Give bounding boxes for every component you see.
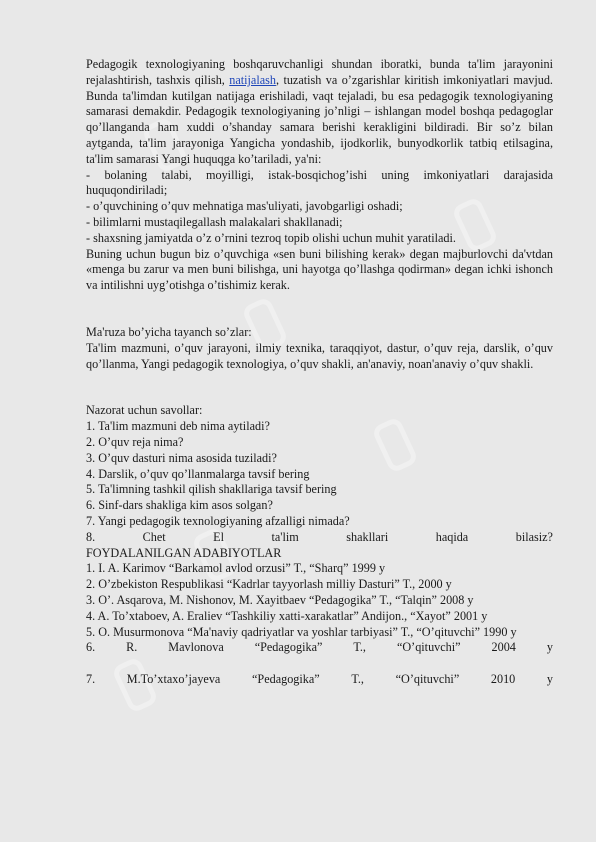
references-heading: FOYDALANILGAN ADABIYOTLAR <box>86 545 282 560</box>
question-item: 3. O’quv dasturi nima asosida tuziladi? <box>86 450 277 465</box>
keywords-heading: Ma'ruza bo’yicha tayanch so’zlar: <box>86 324 252 339</box>
bullet-item: - o’quvchining o’quv mehnatiga mas'uliyati, javobgarligi oshadi; <box>86 199 403 214</box>
question-item: 6. Sinf-dars shakliga kim asos solgan? <box>86 498 273 513</box>
question-item: 2. O’quv reja nima? <box>86 434 184 449</box>
document-body <box>86 57 553 688</box>
reference-item: 5. O. Musurmonova “Ma'naviy qadriyatlar va yoshlar tarbiyasi” T., “O’qituvchi” 1990 y <box>86 624 517 639</box>
question-item: 1. Ta'lim mazmuni deb nima aytiladi? <box>86 419 270 434</box>
question-item: 7. Yangi pedagogik texnologiyaning afzalligi nimada? <box>86 513 350 528</box>
intro-paragraph: Pedagogik texnologiyaning boshqaruvchanligi shundan iboratki, bunda ta'lim jarayonini rejalashtirish, tashxis qilish, natijalash, tuzatish va o’zgarishlar kiritish imkoniyatlari mavjud. Bunda ta'limdan kutilgan natijaga erishiladi, vaqt tejaladi, bu esa pedagogik texnologiyaning samarasi demakdir. Pedagogik texnologiyaning jo’nligi – ishlangan model boshqa pedagoglar qo’llanganda ham xuddi o’shanday samara berishi kerakligini bildiradi. Bir so’z bilan aytganda, ta'lim jarayoniga Yangicha yondashib, ijodkorlik, bunyodkorlik tatbiq etilsagina, ta'lim samarasi Yangi huquqga ko’tariladi, ya'ni: <box>86 57 553 166</box>
reference-item-7: 7. M.To’xtaxo’jayeva “Pedagogika” T., “O’qituvchi” 2010 y <box>86 671 553 686</box>
reference-item: 2. O’zbekiston Respublikasi “Kadrlar tayyorlash milliy Dasturi” T., 2000 y <box>86 577 452 592</box>
questions-heading: Nazorat uchun savollar: <box>86 403 203 418</box>
bullet-item: - bolaning talabi, moyilligi, istak-bosqichog’ishi uning imkoniyatlari darajasida huquqondiriladi; <box>86 167 553 198</box>
reference-item: 1. I. A. Karimov “Barkamol avlod orzusi” T., “Sharq” 1999 y <box>86 561 386 576</box>
bullet-item: - shaxsning jamiyatda o’z o’rnini tezroq topib olishi uchun muhit yaratiladi. <box>86 230 456 245</box>
question-item: 5. Ta'limning tashkil qilish shakllariga tavsif bering <box>86 482 337 497</box>
question-item: 4. Darslik, o’quv qo’llanmalarga tavsif bering <box>86 466 310 481</box>
question-item-8: 8. Chet El ta'lim shakllari haqida bilasiz? <box>86 529 553 544</box>
reference-item: 4. A. To’xtaboev, A. Eraliev “Tashkiliy xatti-xarakatlar” Andijon., “Xayot” 2001 y <box>86 608 488 623</box>
bullet-item: - bilimlarni mustaqilegallash malakalari shakllanadi; <box>86 214 343 229</box>
reference-item-6: 6. R. Mavlonova “Pedagogika” T., “O’qituvchi” 2004 y <box>86 640 553 655</box>
reference-item: 3. O’. Asqarova, M. Nishonov, M. Xayitbaev “Pedagogika” T., “Talqin” 2008 y <box>86 592 474 607</box>
keywords-text: Ta'lim mazmuni, o’quv jarayoni, ilmiy texnika, taraqqiyot, dastur, o’quv reja, darslik, o’quv qo’llanma, Yangi pedagogik texnologiya, o’quv shakli, an'anaviy, noan'anaviy o’quv shakli. <box>86 340 553 371</box>
natijalash-link[interactable]: natijalash <box>229 72 276 87</box>
closing-paragraph: Buning uchun bugun biz o’quvchiga «sen buni bilishing kerak» degan majburlovchi da'vtdan «menga bu zarur va men buni bilishga, uni hayotga qo’llashga qodirman» degan ichki ishonch va intilishni uyg’otishga o’tishimiz kerak. <box>86 246 553 293</box>
